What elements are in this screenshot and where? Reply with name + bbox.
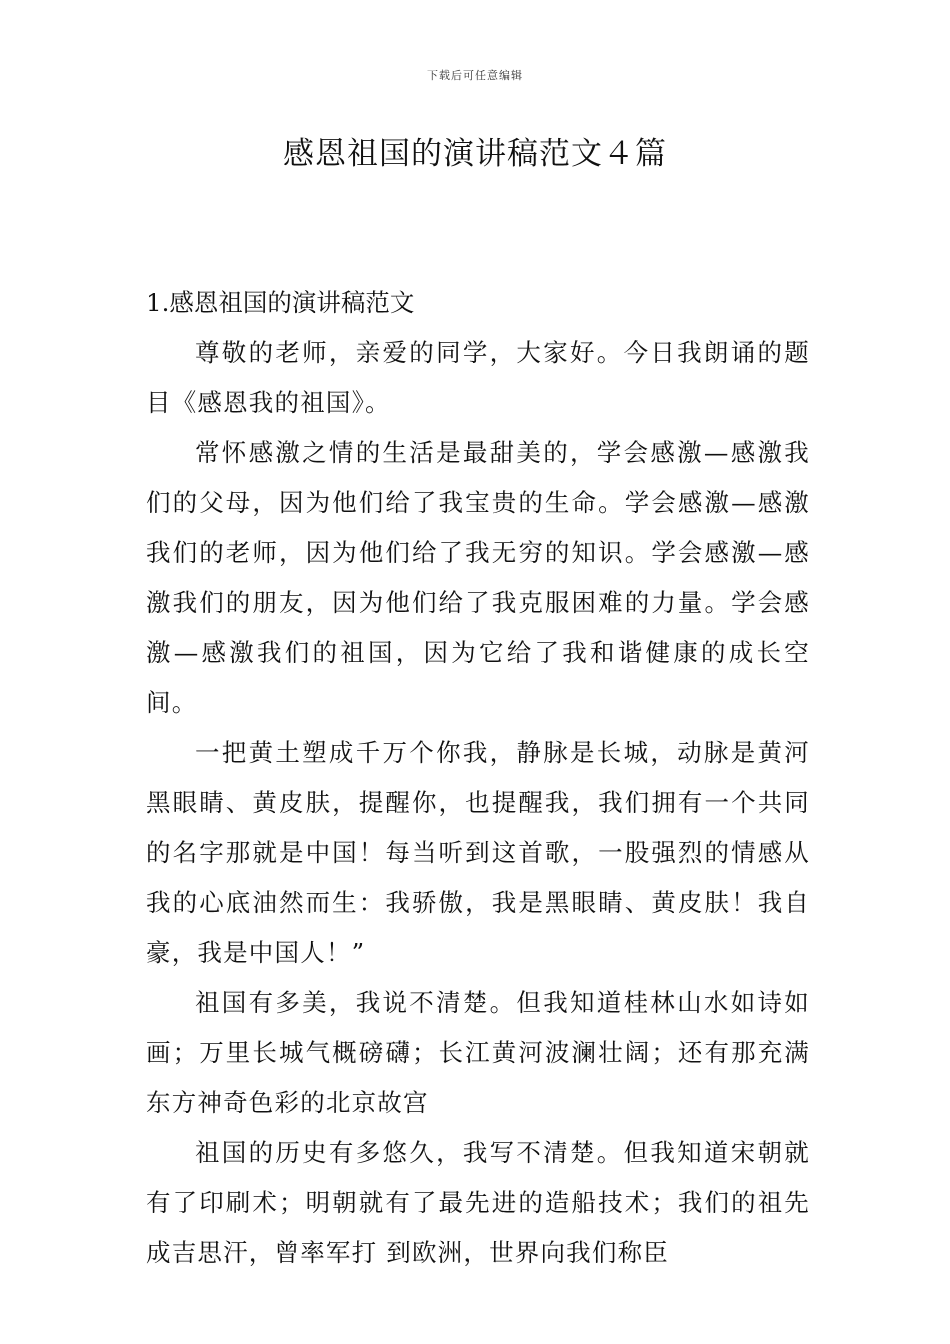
- paragraph-beauty: 祖国有多美，我说不清楚。但我知道桂林山水如诗如画；万里长城气概磅礴；长江黄河波澜壮阔；还有那充满东方神奇色彩的北京故宫: [146, 988, 810, 1117]
- document-title: 感恩祖国的演讲稿范文４篇: [283, 136, 667, 172]
- section-heading: 1.感恩祖国的演讲稿范文: [146, 288, 415, 317]
- paragraph-gratitude: 常怀感激之情的生活是最甜美的，学会感激—感激我们的父母，因为他们给了我宝贵的生命。学会感激—感激我们的老师，因为他们给了我无穷的知识。学会感激—感激我们的朋友，因为他们给了我克服困难的力量。学会感激—感激我们的祖国，因为它给了我和谐健康的成长空间。: [146, 438, 810, 717]
- paragraph-greeting: 尊敬的老师，亲爱的同学，大家好。今日我朗诵的题目《感恩我的祖国》。: [146, 338, 810, 417]
- document-body: [146, 278, 810, 1278]
- header-note: 下载后可任意编辑: [427, 69, 523, 82]
- paragraph-yellow-earth: 一把黄土塑成千万个你我，静脉是长城，动脉是黄河黑眼睛、黄皮肤，提醒你，也提醒我，我们拥有一个共同的名字那就是中国！每当听到这首歌，一股强烈的情感从我的心底油然而生：我骄傲，我是黑眼睛、黄皮肤！我自豪，我是中国人！”: [146, 738, 810, 967]
- paragraph-history: 祖国的历史有多悠久，我写不清楚。但我知道宋朝就有了印刷术；明朝就有了最先进的造船技术；我们的祖先成吉思汗，曾率军打 到欧洲，世界向我们称臣: [146, 1138, 810, 1267]
